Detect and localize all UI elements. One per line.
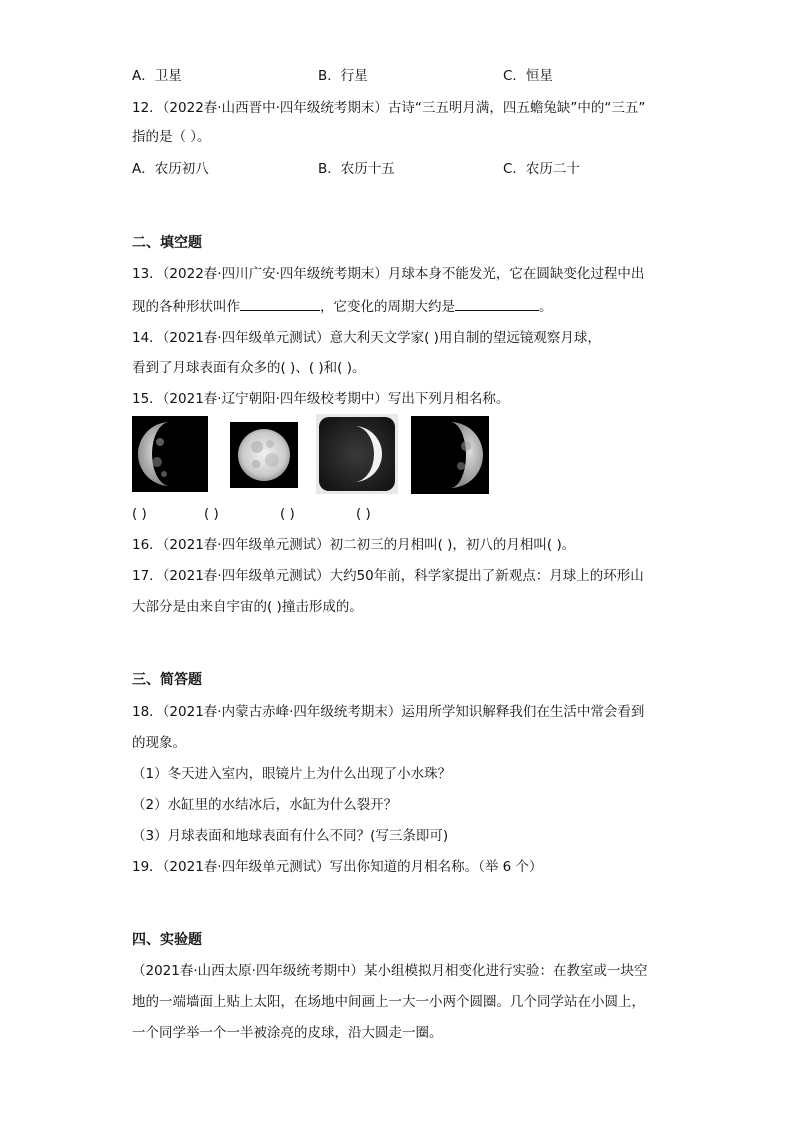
q12-line2: 指的是（ ）。 xyxy=(132,129,211,145)
q20-line3: 一个同学举一个一半被涂亮的皮球，沿大圆走一圈。 xyxy=(132,1025,443,1041)
section-title-short-answer: 三、简答题 xyxy=(132,672,202,688)
q14-line2: 看到了月球表面有众多的( )、( )和( )。 xyxy=(132,360,366,376)
moon-full-image xyxy=(230,422,298,488)
q18-line1: 18．（2021春·内蒙古赤峰·四年级统考期末）运用所学知识解释我们在生活中常会看到 xyxy=(132,704,645,720)
q15-answer-3[interactable]: ( ) xyxy=(280,506,295,522)
moon-crescent-image-frame xyxy=(316,414,398,494)
q13-blank-1[interactable] xyxy=(240,296,320,311)
q16-line1: 16．（2021春·四年级单元测试）初二初三的月相叫( )，初八的月相叫( )。 xyxy=(132,537,576,553)
q11-option-c: C．恒星 xyxy=(503,68,553,84)
q11-option-a: A．卫星 xyxy=(132,68,182,84)
q14-line1: 14．（2021春·四年级单元测试）意大利天文学家( )用自制的望远镜观察月球， xyxy=(132,330,601,346)
moon-first-quarter-image xyxy=(132,416,208,492)
q15-answer-4[interactable]: ( ) xyxy=(356,506,371,522)
q12-option-c: C．农历二十 xyxy=(503,161,580,177)
q13-line2 xyxy=(132,296,553,317)
q11-option-b: B．行星 xyxy=(318,68,368,84)
q20-line1: （2021春·山西太原·四年级统考期中）某小组模拟月相变化进行实验：在教室或一块空 xyxy=(132,963,648,979)
section-title-experiment: 四、实验题 xyxy=(132,932,202,948)
q18-line2: 的现象。 xyxy=(132,735,186,751)
q12-option-b: B．农历十五 xyxy=(318,161,395,177)
q13-blank-2[interactable] xyxy=(455,296,539,311)
q17-line1: 17．（2021春·四年级单元测试）大约50年前，科学家提出了新观点：月球上的环形山 xyxy=(132,568,644,584)
q18-sub2: （2）水缸里的水结冰后，水缸为什么裂开？ xyxy=(132,797,398,813)
section-title-fill-blank: 二、填空题 xyxy=(132,235,202,251)
q13-text-a: 现的各种形状叫作 xyxy=(132,299,240,315)
q15-answer-1[interactable]: ( ) xyxy=(132,506,147,522)
moon-last-quarter-image xyxy=(411,416,489,494)
q12-line1: 12．（2022春·山西晋中·四年级统考期末）古诗“三五明月满，四五蟾兔缺”中的“三五” xyxy=(132,100,646,116)
q12-option-a: A．农历初八 xyxy=(132,161,209,177)
q13-line1: 13．（2022春·四川广安·四年级统考期末）月球本身不能发光，它在圆缺变化过程中出 xyxy=(132,266,645,282)
q17-line2: 大部分是由来自宇宙的( )撞击形成的。 xyxy=(132,599,363,615)
q20-line2: 地的一端墙面上贴上太阳，在场地中间画上一大一小两个圆圈。几个同学站在小圆上， xyxy=(132,994,645,1010)
q19-line1: 19．（2021春·四年级单元测试）写出你知道的月相名称。（举 6 个） xyxy=(132,859,543,875)
q18-sub3: （3）月球表面和地球表面有什么不同？(写三条即可) xyxy=(132,828,449,844)
q18-sub1: （1）冬天进入室内，眼镜片上为什么出现了小水珠？ xyxy=(132,766,452,782)
q15-line1: 15．（2021春·辽宁朝阳·四年级校考期中）写出下列月相名称。 xyxy=(132,391,510,407)
q13-text-c: 。 xyxy=(539,299,553,315)
q13-text-b: ，它变化的周期大约是 xyxy=(320,299,455,315)
q15-answer-2[interactable]: ( ) xyxy=(204,506,219,522)
